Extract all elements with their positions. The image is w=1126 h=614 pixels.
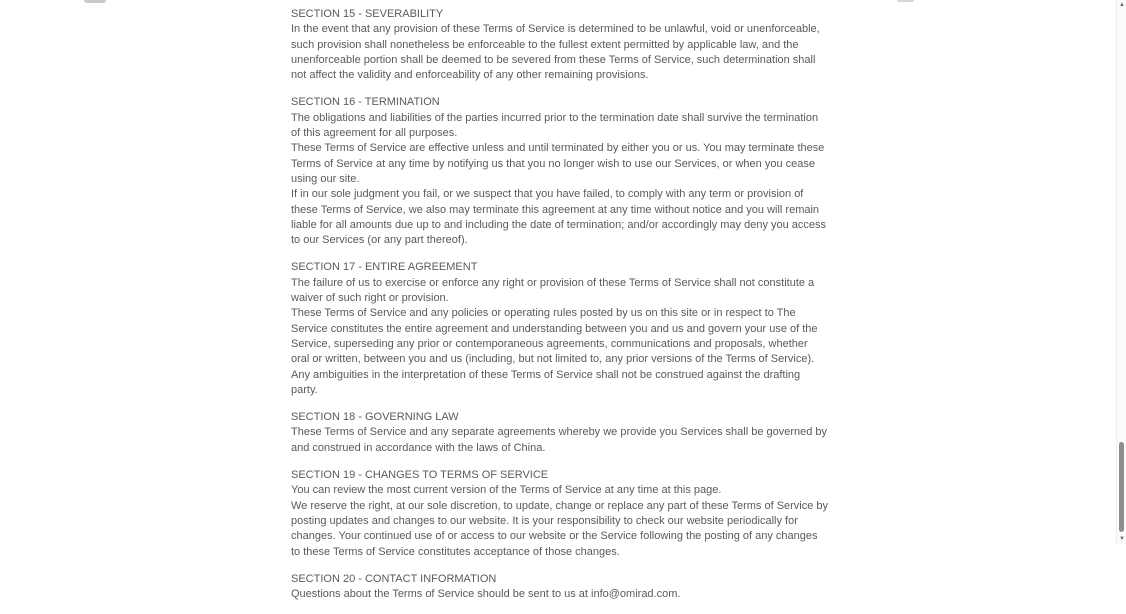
section-paragraph: The obligations and liabilities of the parties incurred prior to the termination date shall survive the termination of this agreement for all purposes. <box>291 111 819 140</box>
scroll-up-arrow-icon[interactable]: ▲ <box>1119 2 1125 8</box>
section-paragraph: Questions about the Terms of Service should be sent to us at info@omirad.com. <box>291 588 681 601</box>
cutoff-element-top-right <box>897 0 914 2</box>
tos-section <box>291 260 829 398</box>
tos-section <box>291 572 829 603</box>
cutoff-element-top-left <box>84 0 106 3</box>
section-paragraph: In the event that any provision of these Terms of Service is determined to be unlawful, void or unenforceable, such provision shall nonetheless be enforceable to the fullest extent permitted by applicable law, and the unenforceable portion shall be deemed to be severed from these Terms of Service, such determination shall not affect the validity and enforceability of any other remaining provisions. <box>291 23 820 82</box>
section-heading: SECTION 19 - CHANGES TO TERMS OF SERVICE <box>291 469 549 482</box>
terms-of-service-document <box>291 7 829 614</box>
section-paragraph: The failure of us to exercise or enforce any right or provision of these Terms of Service shall not constitute a waiver of such right or provision. <box>291 276 815 305</box>
scrollbar-thumb[interactable] <box>1119 442 1124 532</box>
section-heading: SECTION 18 - GOVERNING LAW <box>291 411 459 424</box>
section-heading: SECTION 17 - ENTIRE AGREEMENT <box>291 261 478 274</box>
section-paragraph: Any ambiguities in the interpretation of these Terms of Service shall not be construed against the drafting party. <box>291 368 801 396</box>
section-paragraph: These Terms of Service and any separate agreements whereby we provide you Services shall be governed by and construed in accordance with the laws of China. <box>291 426 828 454</box>
tos-section <box>291 468 829 560</box>
tos-section <box>291 7 829 83</box>
section-paragraph: These Terms of Service and any policies or operating rules posted by us on this site or in respect to The Service constitutes the entire agreement and understanding between you and us and govern your use of the Service, superseding any prior or contemporaneous agreements, communications and proposals, whether oral or written, between you and us (including, but not limited to, any prior versions of the Terms of Service). <box>291 307 818 366</box>
tos-section <box>291 95 829 248</box>
section-heading: SECTION 15 - SEVERABILITY <box>291 8 444 20</box>
section-heading: SECTION 16 - TERMINATION <box>291 96 440 109</box>
scroll-down-arrow-icon[interactable]: ▼ <box>1119 536 1125 542</box>
section-paragraph: You can review the most current version of the Terms of Service at any time at this page. <box>291 484 722 497</box>
section-paragraph: We reserve the right, at our sole discretion, to update, change or replace any part of these Terms of Service by posting updates and changes to our website. It is your responsibility to check our website periodically for changes. Your continued use of or access to our website or the Service following the posting of any changes to these Terms of Service constitutes acceptance of those changes. <box>291 499 829 558</box>
scrollbar[interactable] <box>1116 0 1126 545</box>
section-heading: SECTION 20 - CONTACT INFORMATION <box>291 572 497 585</box>
section-paragraph: If in our sole judgment you fail, or we suspect that you have failed, to comply with any term or provision of these Terms of Service, we also may terminate this agreement at any time without notice and you will remain liable for all amounts due up to and including the date of termination; and/or accordingly may deny you access to our Services (or any part thereof). <box>291 188 827 247</box>
section-paragraph: These Terms of Service are effective unless and until terminated by either you or us. You may terminate these Terms of Service at any time by notifying us that you no longer wish to use our Services, or when you cease using our site. <box>291 142 825 185</box>
tos-section <box>291 410 829 456</box>
